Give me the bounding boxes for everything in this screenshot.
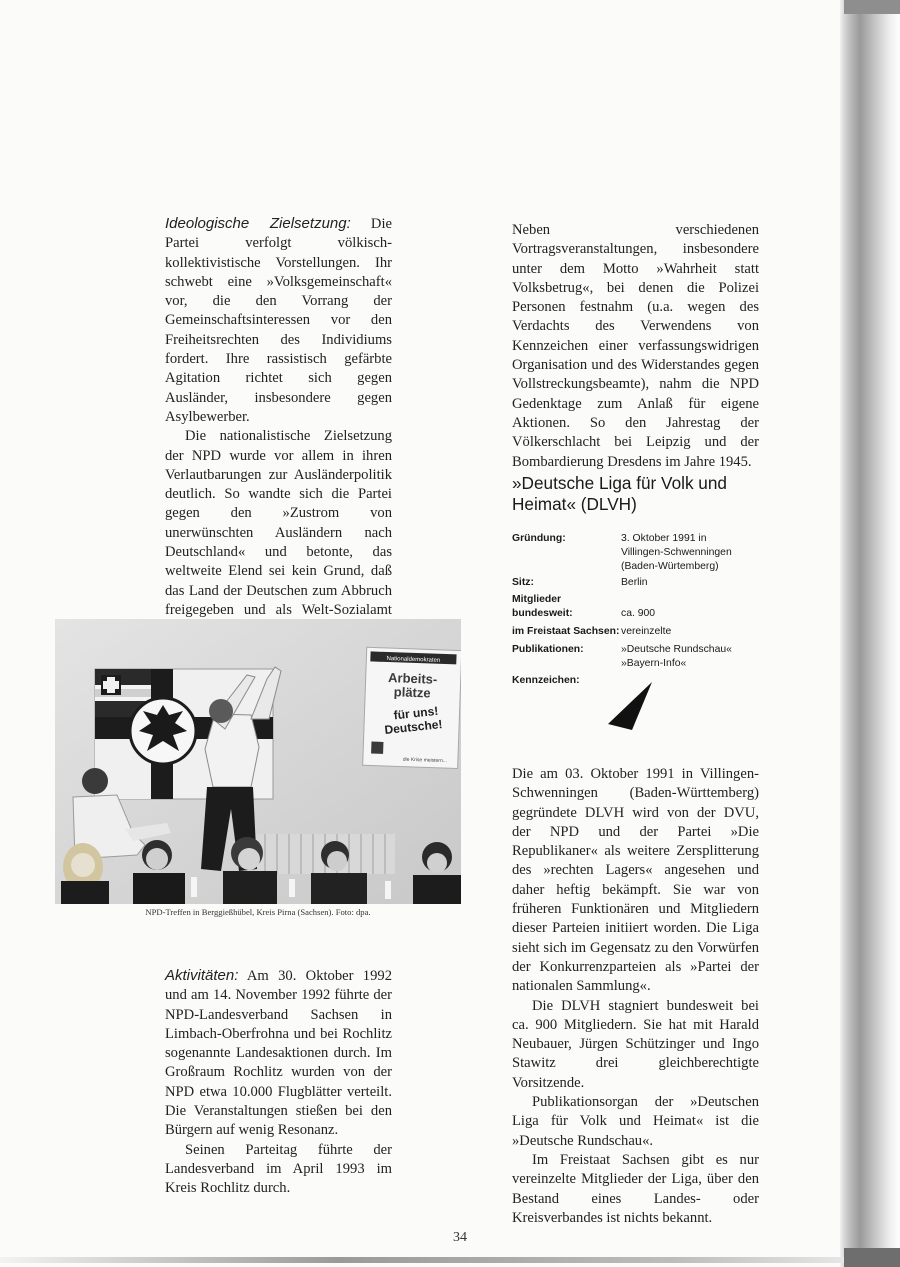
founding-value — [621, 532, 762, 574]
ideology-heading: Ideologische Zielsetzung: — [165, 215, 351, 232]
poster-header: Nationaldemokraten — [386, 655, 441, 664]
events-paragraph: Neben verschiedenen Vortragsveranstaltungen, insbesondere unter dem Motto »Wahrheit statt Volksbetrug«, bei denen die Polizei Personen festnahm (u.a. wegen des Verdachts des Verwendens von Kennzeichen einer verfassungswidrigen Organisation und des Widerstandes gegen Vollstreckungsbeamte), nahm die NPD Gedenktage zum Anlaß für eigene Aktionen. So den Jahrestag der Völkerschlacht bei Leipzig und der Bombardierung Dresdens im Jahre 1945. — [512, 222, 759, 470]
right-column-bottom — [512, 765, 759, 1228]
election-poster — [363, 647, 461, 768]
dlvh-paragraph-3: Publikationsorgan der »Deutschen Liga für Volk und Heimat« ist die »Deutsche Rundschau«. — [512, 1094, 759, 1149]
members-label — [512, 593, 573, 621]
publications-value-line-1: »Deutsche Rundschau« — [621, 644, 732, 655]
ideology-paragraph-2: Die nationalistische Zielsetzung der NPD wurde vor allem in ihren Verlautbarungen zur Ausländerpolitik deutlich. So wandte sich die Partei gegen den »Zustrom von unerwünschten Ausländern nach Deutschland« und betonte, das weltweite Elend sei kein Grund, daß das Land der Deutschen zum Abbruch freigegeben und als Welt-Sozialamt — [165, 428, 392, 618]
poster-line-1: Arbeits- — [387, 670, 438, 687]
left-column-bottom — [165, 966, 392, 1199]
poster-line-4: Deutsche! — [383, 717, 444, 737]
publications-label: Publikationen: — [512, 644, 584, 655]
seat-label: Sitz: — [512, 577, 534, 588]
page-number: 34 — [453, 1230, 467, 1245]
members-label-line-1: Mitglieder — [512, 594, 562, 605]
ideology-paragraph — [165, 214, 392, 427]
founding-value-line-3: (Baden-Würtemberg) — [621, 561, 719, 572]
publications-value-line-2: »Bayern-Info« — [621, 658, 687, 669]
founding-value-line-2: Villingen-Schwenningen — [621, 547, 732, 558]
black-triangle-icon — [606, 680, 656, 732]
activities-text: Am 30. Oktober 1992 und am 14. November 1992 führte der NPD-Landesverband Sachsen in Limbach-Oberfrohna und bei Rochlitz sogenannte Landesaktionen durch. Im Großraum Rochlitz wurden von der NPD etwa 10.000 Flugblätter verteilt. Die Veranstaltungen stießen bei den Bürgern auf wenig Resonanz. — [165, 968, 392, 1139]
saxony-label: im Freistaat Sachsen: — [512, 626, 620, 637]
dlvh-paragraph-4: Im Freistaat Sachsen gibt es nur vereinzelte Mitglieder der Liga, über den Bestand eines Landes- oder Kreisverbandes ist nichts bekannt. — [512, 1151, 759, 1226]
symbol-label: Kennzeichen: — [512, 675, 580, 686]
poster-line-3: für uns! — [393, 703, 439, 723]
photo-caption: NPD-Treffen in Berggießhübel, Kreis Pirna (Sachsen). Foto: dpa. — [145, 907, 371, 917]
left-column-top — [165, 214, 392, 678]
activities-heading: Aktivitäten: — [165, 967, 239, 984]
activities-paragraph — [165, 966, 392, 1141]
members-value: ca. 900 — [621, 608, 656, 619]
activities-paragraph-2: Seinen Parteitag führte der Landesverband im April 1993 im Kreis Rochlitz durch. — [165, 1141, 392, 1197]
right-column-top — [512, 221, 759, 472]
founding-label: Gründung: — [512, 533, 566, 544]
founding-value-line-1: 3. Oktober 1991 in — [621, 533, 707, 544]
publications-value — [621, 643, 762, 671]
poster-footer: die Krise meistern... — [402, 756, 448, 765]
members-label-line-2: bundesweit: — [512, 608, 573, 619]
photo-npd-meeting — [55, 619, 461, 904]
page-edge-bottom-dark — [844, 1248, 900, 1267]
dlvh-section-heading: »Deutsche Liga für Volk und Heimat« (DLVH) — [512, 473, 727, 514]
saxony-value: vereinzelte — [621, 626, 672, 637]
page-edge-top-dark — [844, 0, 900, 14]
dlvh-paragraph-2: Die DLVH stagniert bundesweit bei ca. 900 Mitgliedern. Sie hat mit Harald Neubauer, Jürgen Schützinger und Ingo Stawitz drei gleichberechtigte Vorsitzende. — [512, 997, 759, 1091]
ideology-text: Die Partei verfolgt völkisch-kollektivistische Vorstellungen. Ihr schwebt eine »Volksgemeinschaft« vor, die den Vorrang der Gemeinschaftsinteressen vor den Freiheitsrechten des Individiums fordert. Ihre rassistisch gefärbte Agitation richtet sich gegen Ausländer, insbesondere gegen Asylbewerber. — [165, 216, 392, 425]
page-bottom-edge — [0, 1257, 844, 1263]
dlvh-paragraph-1: Die am 03. Oktober 1991 in Villingen-Schwenningen (Baden-Württemberg) gegründete DLVH wird von der DVU, der NPD und der Partei »Die Republikaner« als weitere Zersplitterung des »rechten Lagers« angesehen und daher heftig bekämpft. Sie war von früheren Funktionären und Mitgliedern dieser Parteien initiiert worden. Die Liga sieht sich im Gegensatz zu den Vorwürfen der Konkurrenzparteien als »Partei der nationalen Sammlung«. — [512, 766, 759, 995]
poster-line-2: plätze — [393, 684, 431, 701]
seat-value: Berlin — [621, 577, 648, 588]
page-edge-shadow — [840, 0, 900, 1267]
